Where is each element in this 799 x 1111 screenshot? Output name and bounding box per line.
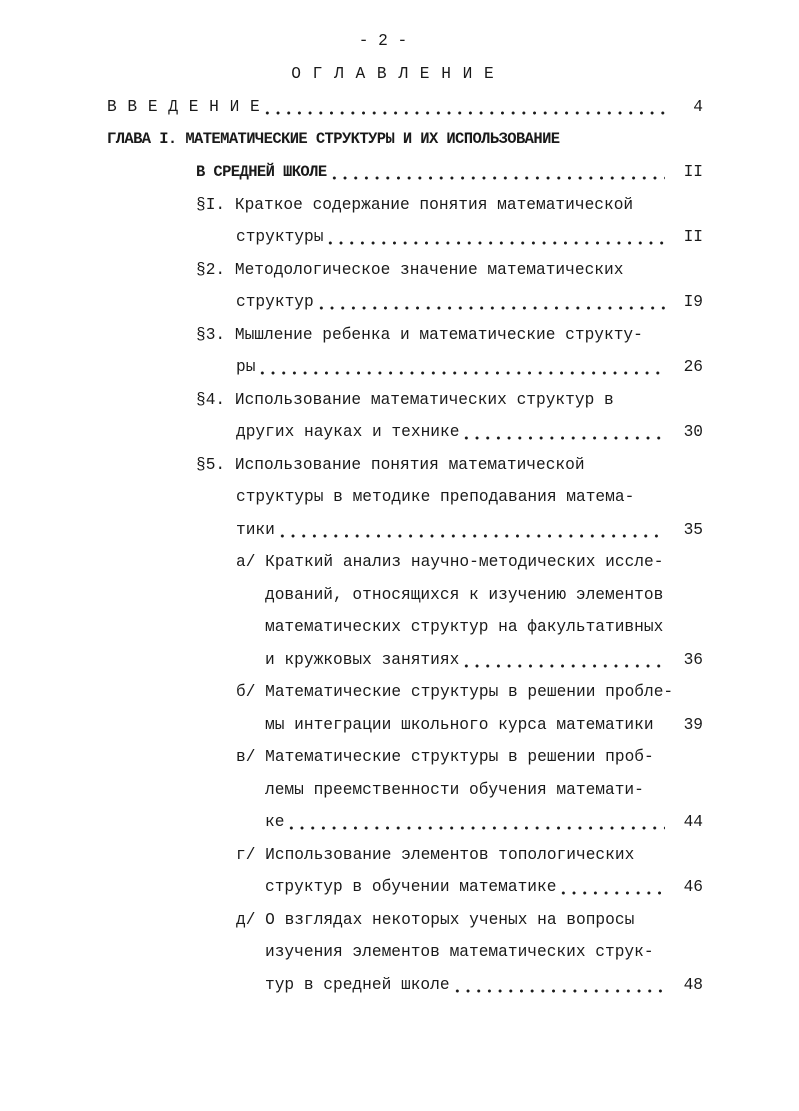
toc-entry-text: ке	[265, 813, 285, 831]
toc-entry-line	[236, 421, 665, 443]
toc-page-number: 35	[683, 521, 703, 539]
toc-entry-text: г/ Использование элементов топологических	[236, 846, 635, 864]
toc-entry-line	[236, 519, 665, 541]
toc-entry-line	[236, 226, 665, 248]
toc-entry-text: д/ О взглядах некоторых ученых на вопросы	[236, 911, 635, 929]
toc-page-number: 48	[683, 976, 703, 994]
toc-entry-line	[265, 714, 654, 736]
toc-entry-text: ры	[236, 358, 256, 376]
toc-entry-text: ГЛАВА I. МАТЕМАТИЧЕСКИЕ СТРУКТУРЫ И ИХ ИСПОЛЬЗОВАНИЕ	[107, 130, 560, 148]
toc-entry-text: в/ Математические структуры в решении проб-	[236, 748, 654, 766]
toc-entry-text: структуры в методике преподавания матема-	[236, 488, 635, 506]
toc-entry-line	[107, 128, 559, 150]
toc-page-number: 26	[683, 358, 703, 376]
toc-entry-line	[236, 486, 634, 508]
toc-entry-line	[265, 974, 665, 996]
toc-page-number: II	[683, 228, 703, 246]
toc-entry-line	[236, 356, 665, 378]
toc-page-number: 36	[683, 651, 703, 669]
dot-leader	[556, 876, 665, 898]
dot-leader	[255, 356, 665, 378]
toc-entry-line	[196, 259, 623, 281]
toc-entry-text: структур в обучении математике	[265, 878, 557, 896]
toc-entry-line	[236, 844, 634, 866]
toc-entry-line	[265, 649, 665, 671]
toc-page-number: II	[683, 163, 703, 181]
dot-leader	[459, 421, 665, 443]
toc-entry-line	[265, 941, 654, 963]
page-title	[280, 63, 506, 85]
toc-entry-text: В СРЕДНЕЙ ШКОЛЕ	[196, 163, 327, 181]
toc-entry-line	[196, 389, 614, 411]
toc-entry-line	[196, 454, 585, 476]
toc-entry-text: а/ Краткий анализ научно-методических иссле-	[236, 553, 664, 571]
toc-entry-line	[265, 811, 665, 833]
dot-leader	[275, 519, 665, 541]
dot-leader	[284, 811, 665, 833]
page-title-text: О Г Л А В Л Е Н И Е	[291, 65, 495, 83]
toc-page-number: 44	[683, 813, 703, 831]
toc-entry-text: §3. Мышление ребенка и математические структу-	[196, 326, 643, 344]
toc-entry-text: структуры	[236, 228, 324, 246]
toc-entry-text: §I. Краткое содержание понятия математической	[196, 196, 634, 214]
page-number	[300, 30, 466, 52]
toc-entry-text: §4. Использование математических структур в	[196, 391, 614, 409]
toc-page-number: 39	[683, 716, 703, 734]
toc-entry-line	[265, 876, 665, 898]
toc-entry-line	[265, 616, 663, 638]
toc-entry-text: §2. Методологическое значение математических	[196, 261, 624, 279]
dot-leader	[314, 291, 665, 313]
toc-entry-text: мы интеграции школьного курса математики	[265, 716, 654, 734]
toc-entry-line	[236, 681, 673, 703]
page-number-text: - 2 -	[358, 32, 408, 50]
toc-entry-line	[236, 291, 665, 313]
dot-leader	[327, 161, 665, 183]
toc-entry-line	[196, 161, 665, 183]
toc-entry-text: §5. Использование понятия математической	[196, 456, 585, 474]
toc-entry-text: В В Е Д Е Н И Е	[107, 98, 261, 116]
toc-page-number: 4	[693, 98, 703, 116]
toc-entry-text: дований, относящихся к изучению элементов	[265, 586, 664, 604]
toc-entry-line	[236, 551, 663, 573]
toc-entry-line	[107, 96, 665, 118]
toc-entry-text: математических структур на факультативных	[265, 618, 664, 636]
toc-entry-line	[265, 779, 644, 801]
toc-page-number: I9	[683, 293, 703, 311]
dot-leader	[459, 649, 665, 671]
toc-entry-line	[265, 584, 663, 606]
toc-page-number: 30	[683, 423, 703, 441]
dot-leader	[450, 974, 665, 996]
toc-entry-text: и кружковых занятиях	[265, 651, 460, 669]
toc-entry-text: тур в средней школе	[265, 976, 450, 994]
toc-entry-text: тики	[236, 521, 275, 539]
toc-entry-line	[196, 324, 643, 346]
toc-entry-line	[236, 746, 654, 768]
toc-entry-text: изучения элементов математических струк-	[265, 943, 654, 961]
toc-entry-text: других науках и технике	[236, 423, 460, 441]
toc-entry-text: структур	[236, 293, 314, 311]
toc-entry-text: б/ Математические структуры в решении пробле-	[236, 683, 674, 701]
toc-entry-line	[196, 194, 633, 216]
toc-page-number: 46	[683, 878, 703, 896]
dot-leader	[323, 226, 665, 248]
dot-leader	[260, 96, 665, 118]
toc-entry-text: лемы преемственности обучения математи-	[265, 781, 644, 799]
toc-entry-line	[236, 909, 634, 931]
